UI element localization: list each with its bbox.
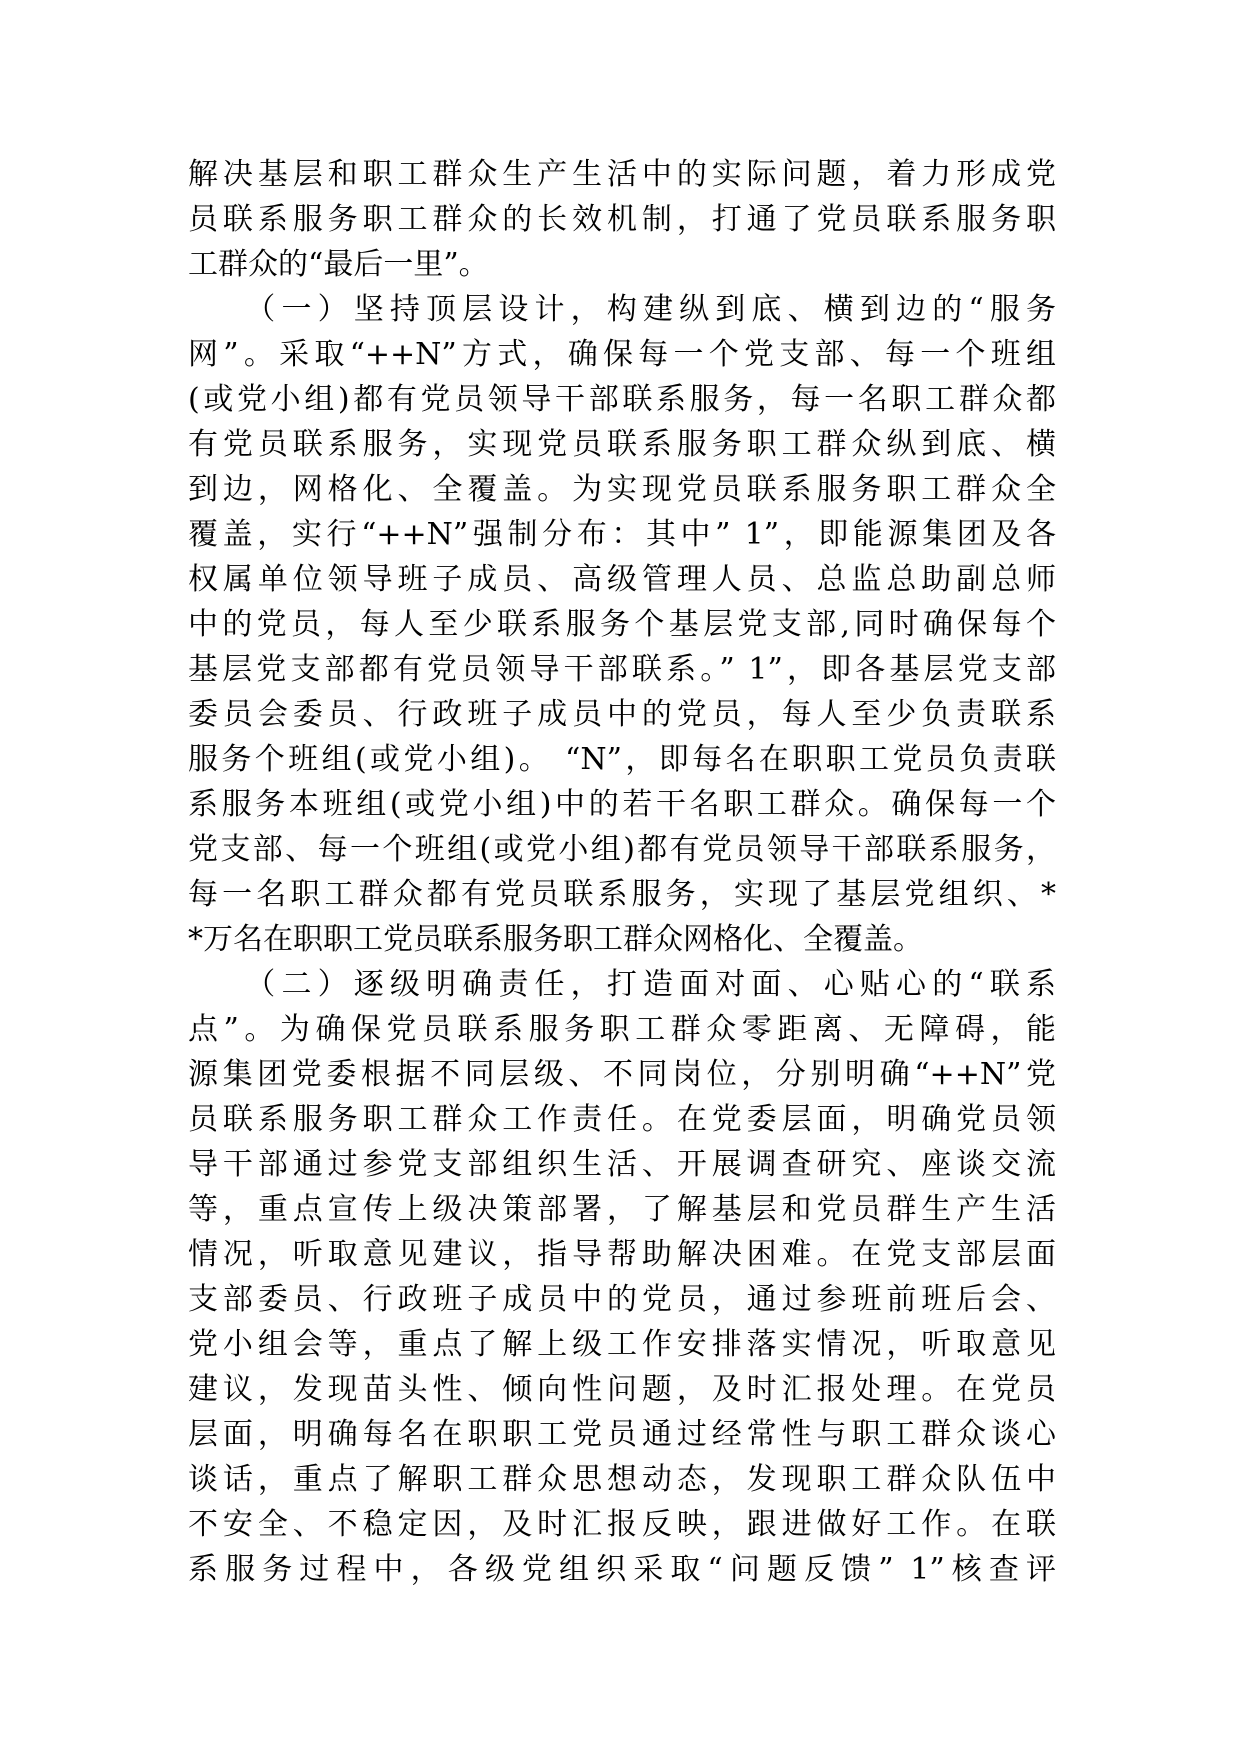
text-line: 工群众的“最后一里”。 [188,247,489,282]
text-line: 导干部通过参党支部组织生活、开展调查研究、座谈交流 [188,1147,1056,1182]
text-line: 服务个班组(或党小组)。 “N”，即每名在职职工党员负责联 [188,742,1056,777]
body-text [188,152,1056,1592]
text-line: 网”。采取“++N”方式，确保每一个党支部、每一个班组 [188,337,1056,372]
text-line: 员联系服务职工群众工作责任。在党委层面，明确党员领 [188,1102,1056,1137]
text-line: 解决基层和职工群众生产生活中的实际问题，着力形成党 [188,157,1056,192]
text-line: 每一名职工群众都有党员联系服务，实现了基层党组织、* [188,877,1056,912]
text-line: 支部委员、行政班子成员中的党员，通过参班前班后会、 [188,1282,1056,1317]
text-line: 建议，发现苗头性、倾向性问题，及时汇报处理。在党员 [188,1372,1056,1407]
text-line: 有党员联系服务，实现党员联系服务职工群众纵到底、横 [188,427,1056,462]
text-line: 覆盖，实行“++N”强制分布：其中” 1”，即能源集团及各 [188,517,1056,552]
text-line: 权属单位领导班子成员、高级管理人员、总监总助副总师 [188,562,1056,597]
text-line: 不安全、不稳定因，及时汇报反映，跟进做好工作。在联 [188,1507,1056,1542]
text-line: 员联系服务职工群众的长效机制，打通了党员联系服务职 [188,202,1056,237]
text-line: (或党小组)都有党员领导干部联系服务，每一名职工群众都 [188,382,1056,417]
text-line: 基层党支部都有党员领导干部联系。” 1”，即各基层党支部 [188,652,1056,687]
text-line: 点”。为确保党员联系服务职工群众零距离、无障碍，能 [188,1012,1056,1047]
text-line: （一）坚持顶层设计，构建纵到底、横到边的“服务 [188,292,1056,327]
text-line: 到边，网格化、全覆盖。为实现党员联系服务职工群众全 [188,472,1056,507]
text-line: 源集团党委根据不同层级、不同岗位，分别明确“++N”党 [188,1057,1056,1092]
text-line: 等，重点宣传上级决策部署，了解基层和党员群生产生活 [188,1192,1056,1227]
text-line: 中的党员，每人至少联系服务个基层党支部,同时确保每个 [188,607,1056,642]
text-line: 情况，听取意见建议，指导帮助解决困难。在党支部层面 [188,1237,1056,1272]
text-line: 党小组会等，重点了解上级工作安排落实情况，听取意见 [188,1327,1056,1362]
text-line: 层面，明确每名在职职工党员通过经常性与职工群众谈心 [188,1417,1056,1452]
text-line: 委员会委员、行政班子成员中的党员，每人至少负责联系 [188,697,1056,732]
text-line: 党支部、每一个班组(或党小组)都有党员领导干部联系服务， [188,832,1056,867]
text-line: *万名在职职工党员联系服务职工群众网格化、全覆盖。 [188,922,923,957]
text-line: 谈话，重点了解职工群众思想动态，发现职工群众队伍中 [188,1462,1056,1497]
text-line: （二）逐级明确责任，打造面对面、心贴心的“联系 [188,967,1056,1002]
text-line: 系服务本班组(或党小组)中的若干名职工群众。确保每一个 [188,787,1056,822]
text-line: 系服务过程中，各级党组织采取“问题反馈” 1”核查评 [188,1552,1056,1587]
